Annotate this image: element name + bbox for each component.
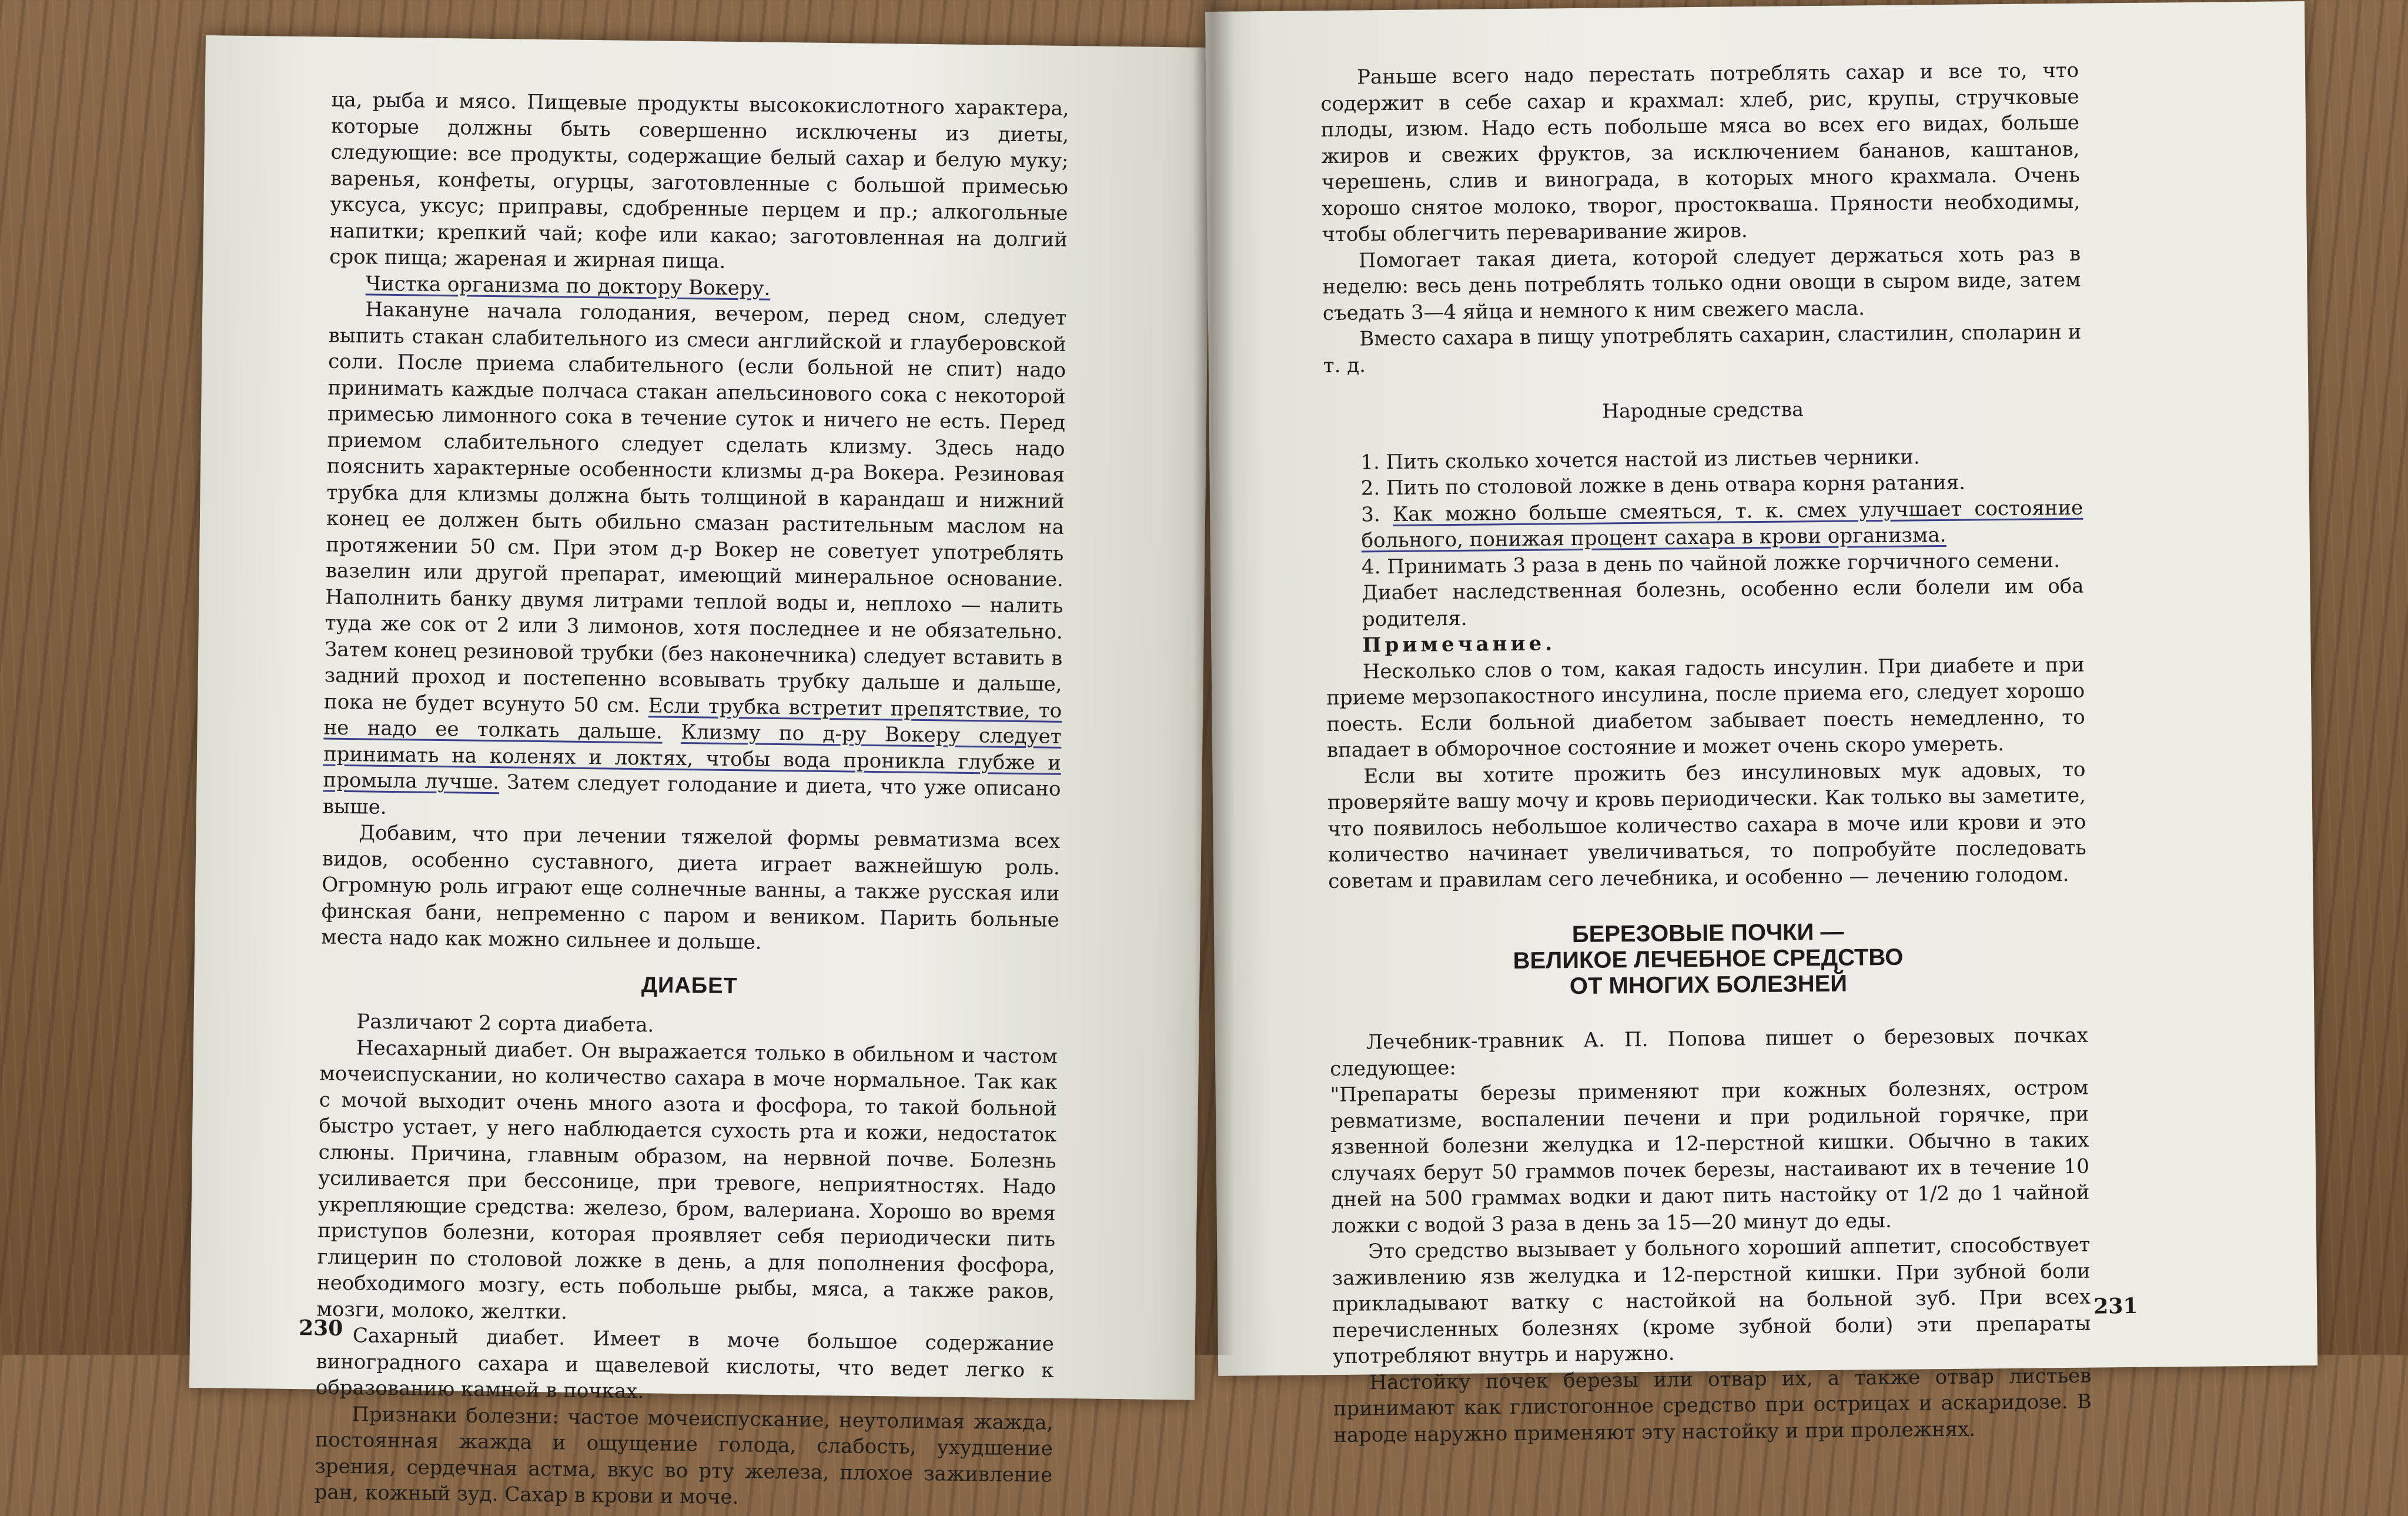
underlined-text: Как можно больше смеяться, т. к. смех улучшает состояние больного, понижая процент сахара в крови организма. — [1361, 496, 2083, 553]
paragraph: ца, рыба и мясо. Пищевые продукты высококислотного характера, которые должны быть совершенно исключены из диеты, следующие: все продукты, содержащие белый сахар и белую муку; варенья, конфеты, огурцы, заготовленные с большой примесью уксуса, уксус; приправы, сдобренные перцем и пр.; алкогольные напитки; крепкий чай; кофе или какао; заготовленная на долгий срок пища; жареная и жирная пища. — [329, 88, 1069, 273]
paragraph: Лечебник-травник А. П. Попова пишет о березовых почках следующее: — [1330, 1023, 2088, 1081]
paragraph: Добавим, что при лечении тяжелой формы ревматизма всех видов, особенно суставного, диета играет важнейшую роль. Огромную роль играют еще солнечные ванны, а также русская или финская бани, непременно с паром и веником. Парить больные места надо как можно сильнее и дольше. — [321, 821, 1061, 954]
list-number: 3. — [1361, 502, 1393, 526]
paragraph: Признаки болезни: частое мочеиспускание, неутолимая жажда, постоянная жажда и ощущение голода, слабость, ухудшение зрения, сердечная астма, вкус во рту железа, плохое заживление ран, кожный зуд. Сахар в крови и моче. — [314, 1402, 1054, 1510]
heading-line: БЕРЕЗОВЫЕ ПОЧКИ — — [1571, 919, 1844, 948]
text-run — [663, 720, 681, 744]
paragraph: "Препараты березы применяют при кожных болезнях, остром ревматизме, воспалении печени и при родильной горячке, при язвенной болезни желудка и 12-перстной кишки. Обычно в таких случаях берут 50 граммов почек березы, настаивают их в течение 10 дней на 500 граммах водки и дают пить настойку от 1/2 до 1 чайной ложки с водой 3 раза в день за 15—20 минут до еды. — [1330, 1076, 2090, 1238]
underlined-text: Если трубка встретит препятствие, то не надо ее толкать дальше. — [323, 693, 1062, 744]
paragraph: Это средство вызывает у больного хороший аппетит, способствует заживлению язв желудка и 12-перстной кишки. При зубной боли прикладывают ватку с настойкой на больной зуб. При всех перечисленных болезнях (кроме зубной боли) эти препараты употребляют внутрь и наружно. — [1332, 1233, 2091, 1369]
page-number: 230 — [298, 1315, 343, 1341]
section-heading-folk-remedies: Народные средства — [1602, 398, 1804, 423]
paragraph: Вместо сахара в пищу употреблять сахарин, сластилин, споларин и т. д. — [1323, 320, 2082, 378]
note-label-text: Примечание. — [1362, 632, 1556, 657]
left-page — [189, 35, 1211, 1510]
paragraph: Помогает такая диета, которой следует держаться хоть раз в неделю: весь день потреблять только одни овощи в сыром виде, затем съедать 3—4 яйца и немного к ним свежего масла. — [1322, 242, 2081, 325]
paragraph: Если вы хотите прожить без инсулиновых мук адовых, то проверяйте вашу мочу и кровь периодически. Как только вы заметите, что появилось небольшое количество сахара в моче или крови и это количество начинает увеличиваться, то попробуйте последовать советам и правилам сего лечебника, и особенно — лечению голодом. — [1327, 757, 2086, 893]
text-run: Накануне начала голодания, вечером, перед сном, следует выпить стакан слабительного из смеси английской и глауберовской соли. После приема слабительного (если больной не спит) надо принимать каждые полчаса стакан апельсинового сока с некоторой примесью лимонного сока в течение суток и ничего не есть. Перед приемом слабительного следует сделать клизму. Здесь надо пояснить характерные особенности клизмы д-ра Вокера. Резиновая трубка для клизмы должна быть толщиной в карандаш и нижний конец ее должен быть обильно смазан растительным маслом на протяжении 50 см. При этом д-р Вокер не советует употреблять вазелин или другой препарат, имеющий минеральное основание. Наполнить банку двумя литрами теплой воды и, неплохо — налить туда же сок от 2 или 3 лимонов, хотя последнее и не обязательно. Затем конец резиновой трубки (без наконечника) следует вставить в задний проход и постепенно всовывать трубку дальше и дальше, пока не будет всунуто 50 см. — [323, 298, 1067, 717]
right-page-text — [1320, 58, 2092, 1448]
list-item: 2. Пить по столовой ложке в день отвара корня ратания. — [1360, 470, 1966, 500]
paragraph: Настойку почек березы или отвар их, а также отвар листьев принимают как глистогонное средство при острицах и аскаридозе. В народе наружно применяют эту настойку и при пролежнях. — [1333, 1364, 2092, 1447]
list-item: 1. Пить сколько хочется настой из листьев черники. — [1360, 445, 1920, 474]
paragraph: Несколько слов о том, какая гадость инсулин. При диабете и при приеме мерзопакостного инсулина, после приема его, следует хорошо поесть. Если больной диабетом забывает поесть немедленно, то впадает в обморочное состояние и может очень скоро умереть. — [1326, 653, 2085, 763]
paragraph: Сахарный диабет. Имеет в моче большое содержание виноградного сахара и щавелевой кислоты, что ведет легко к образованию камней в почках. — [315, 1324, 1055, 1404]
text-run: Затем следует голодание и диета, что уже описано выше. — [322, 770, 1061, 819]
paragraph: Различают 2 сорта диабета. — [356, 1010, 654, 1037]
heading-line: ВЕЛИКОЕ ЛЕЧЕБНОЕ СРЕДСТВО — [1513, 944, 1904, 974]
section-heading-birch-buds — [1329, 917, 2088, 1001]
list-item — [1325, 495, 2083, 554]
paragraph: Несахарный диабет. Он выражается только в обильном и частом мочеиспускании, но количество сахара в моче нормальное. Так как с мочой выходит очень много азота и фосфора, то такой больной быстро устает, у него наблюдается сухость рта и кожи, недостаток слюны. Причина, главным образом, на нервной почве. Болезнь усиливается при бессонице, при тревоге, неприятностях. Надо укрепляющие средства: железо, бром, валериана. Хорошо во время приступов болезни, которая проявляет себя периодически пить глицерин по столовой ложке в день, а для пополнения фосфора, необходимого мозгу, есть побольше рыбы, мяса, а также раков, мозги, молоко, желтки. — [316, 1036, 1058, 1324]
section-heading-diabetes: ДИАБЕТ — [641, 972, 738, 999]
paragraph: Раньше всего надо перестать потреблять сахар и все то, что содержит в себе сахар и крахмал: хлеб, рис, крупы, стручковые плоды, изюм. Надо есть побольше мяса во всех его видах, больше жиров и свежих фруктов, за исключением бананов, каштанов, черешень, слив и винограда, в которых много крахмала. Очень хорошо снятое молоко, творог, простокваша. Пряности необходимы, чтобы облегчить переваривание жиров. — [1320, 58, 2081, 247]
paragraph — [323, 296, 1067, 829]
page-number: 231 — [2093, 1293, 2138, 1319]
left-page-text — [314, 87, 1069, 1515]
paragraph: Диабет наследственная болезнь, особенно если болели им оба родителя. — [1362, 574, 2084, 631]
underlined-heading: Чистка организма по доктору Вокеру. — [365, 271, 771, 300]
underlined-text: Клизму по д-ру Вокеру следует принимать на коленях и локтях, чтобы вода проникла глубже и промыла лучше. — [323, 720, 1062, 794]
heading-line: ОТ МНОГИХ БОЛЕЗНЕЙ — [1569, 970, 1848, 1000]
right-page — [1205, 1, 2317, 1447]
list-item: 4. Принимать 3 раза в день по чайной ложке горчичного семени. — [1361, 548, 2061, 579]
